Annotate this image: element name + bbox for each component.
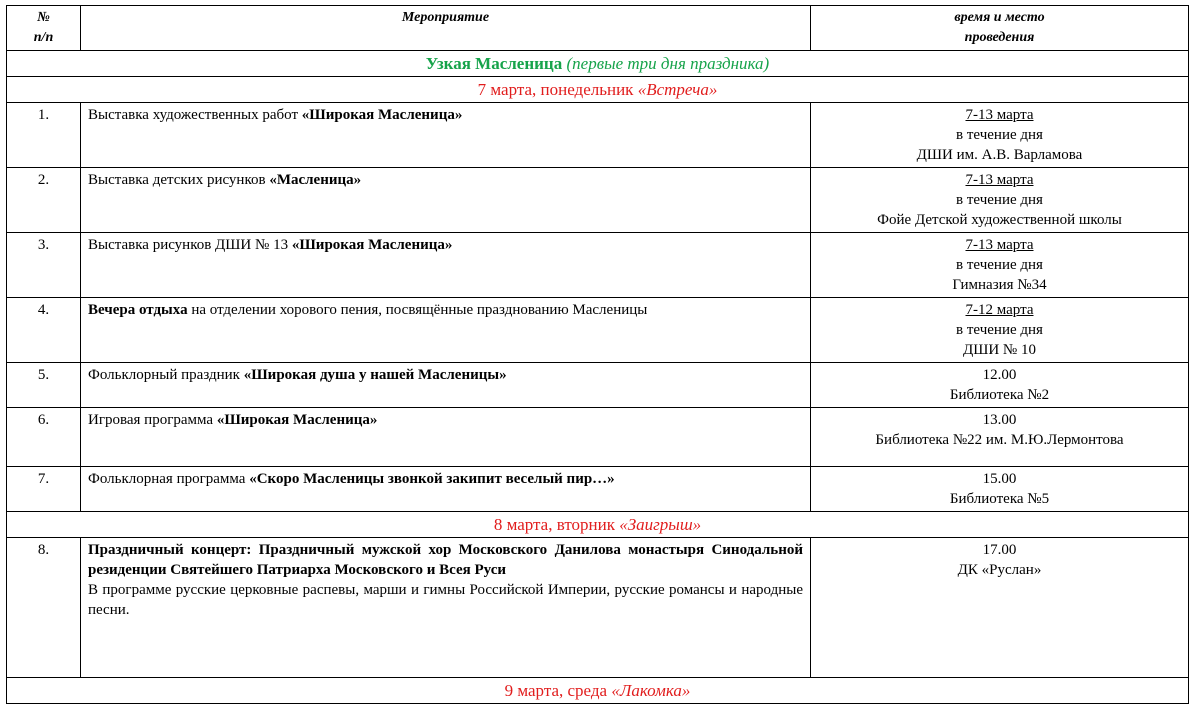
period-note: (первые три дня праздника) [566, 54, 770, 73]
row-event: Выставка детских рисунков «Масленица» [81, 168, 811, 233]
row-num: 7. [7, 467, 81, 512]
row-num: 6. [7, 408, 81, 467]
day-row [7, 678, 1189, 704]
row-event: Фольклорная программа «Скоро Масленицы звонкой закипит веселый пир…» [81, 467, 811, 512]
period-title: Узкая Масленица [425, 54, 563, 73]
row-time-place: 7-12 марта в течение дня ДШИ № 10 [811, 298, 1189, 363]
day-date: 7 марта, понедельник [477, 80, 638, 99]
day-theme: «Лакомка» [611, 681, 691, 700]
row-event: Выставка рисунков ДШИ № 13 «Широкая Масленица» [81, 233, 811, 298]
row-time-place: 15.00 Библиотека №5 [811, 467, 1189, 512]
events-table [6, 5, 1189, 704]
day-row [7, 512, 1189, 538]
day-theme: «Заигрыш» [619, 515, 702, 534]
table-row [7, 363, 1189, 408]
day-date: 8 марта, вторник [493, 515, 620, 534]
row-event: Праздничный концерт: Праздничный мужской хор Московского Данилова монастыря Синодальной резиденции Святейшего Патриарха Московского и Всея Руси В программе русские церковные распевы, марши и гимны Российской Империи, русские романсы и народные песни. [81, 538, 811, 678]
header-row [7, 6, 1189, 51]
row-time-place: 7-13 марта в течение дня Фойе Детской художественной школы [811, 168, 1189, 233]
table-row [7, 538, 1189, 678]
row-time-place: 12.00 Библиотека №2 [811, 363, 1189, 408]
row-event: Фольклорный праздник «Широкая душа у нашей Масленицы» [81, 363, 811, 408]
row-time-place: 7-13 марта в течение дня Гимназия №34 [811, 233, 1189, 298]
period-row [7, 51, 1189, 77]
day-row [7, 77, 1189, 103]
table-row [7, 233, 1189, 298]
row-num: 8. [7, 538, 81, 678]
row-num: 2. [7, 168, 81, 233]
row-num: 1. [7, 103, 81, 168]
header-event: Мероприятие [81, 6, 811, 51]
table-row [7, 168, 1189, 233]
row-time-place: 13.00 Библиотека №22 им. М.Ю.Лермонтова [811, 408, 1189, 467]
row-time-place: 17.00 ДК «Руслан» [811, 538, 1189, 678]
table-row [7, 467, 1189, 512]
header-num: № п/п [7, 6, 81, 51]
row-time-place: 7-13 марта в течение дня ДШИ им. А.В. Варламова [811, 103, 1189, 168]
row-event: Выставка художественных работ «Широкая Масленица» [81, 103, 811, 168]
row-num: 3. [7, 233, 81, 298]
row-num: 5. [7, 363, 81, 408]
row-num: 4. [7, 298, 81, 363]
table-row [7, 103, 1189, 168]
table-row [7, 408, 1189, 467]
day-date: 9 марта, среда [504, 681, 612, 700]
row-event: Вечера отдыха на отделении хорового пения, посвящённые празднованию Масленицы [81, 298, 811, 363]
header-time-place: время и место проведения [811, 6, 1189, 51]
table-row [7, 298, 1189, 363]
day-theme: «Встреча» [637, 80, 718, 99]
row-event: Игровая программа «Широкая Масленица» [81, 408, 811, 467]
